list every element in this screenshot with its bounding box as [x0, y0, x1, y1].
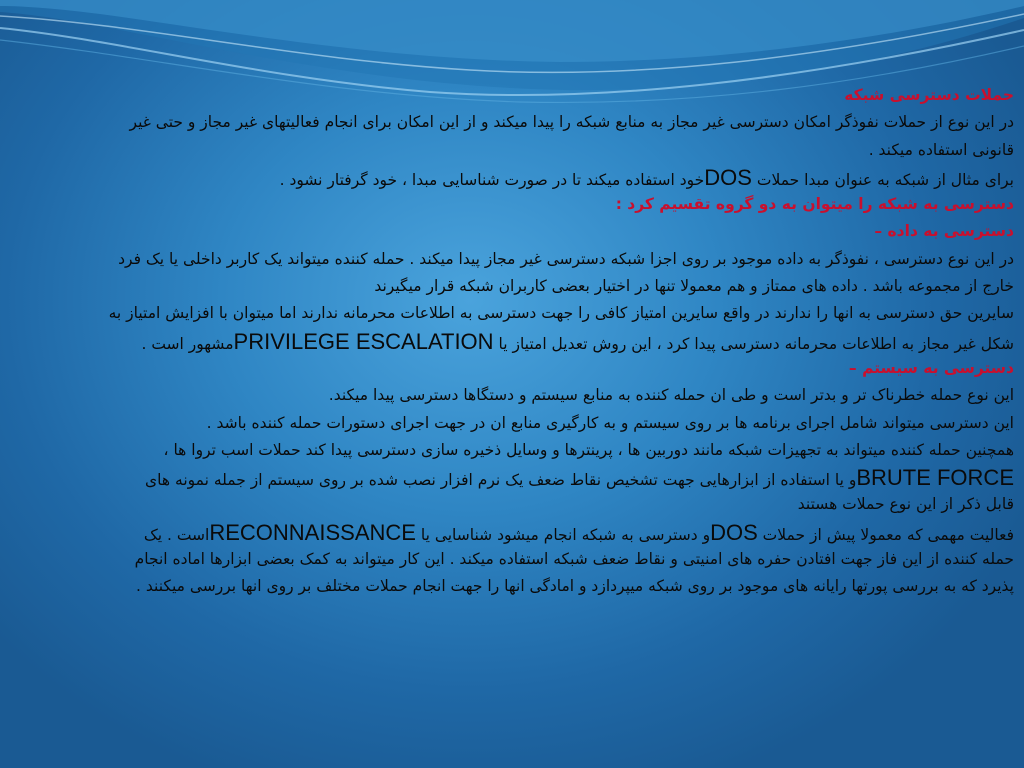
text-run: است . یک — [143, 525, 210, 544]
paragraph-line: قابل ذکر از این نوع حملات هستند — [797, 495, 1014, 514]
text-run: مشهور است . — [141, 334, 234, 353]
heading-network-access: حملات دسترسی شبکه — [844, 86, 1014, 104]
paragraph-line: حمله کننده از این فاز جهت افتادن حفره های امنیتی و نقاط ضعف شبکه استفاده میکند . این کار میتواند به کمک بعضی ابزارها اماده انجام — [134, 550, 1014, 569]
text-run: و دسترسی به شبکه انجام میشود شناسایی یا — [415, 525, 711, 544]
term-reconnaissance: RECONNAISSANCE — [209, 519, 416, 545]
text-run: خود استفاده میکند تا در صورت شناسایی مبدا ، خود گرفتار نشود . — [279, 170, 705, 189]
heading-data-access: دسترسی به داده – — [874, 222, 1014, 241]
paragraph-line: همچنین حمله کننده میتواند به تجهیزات شبکه مانند دوربین ها ، پرینترها و وسایل ذخیره سازی دسترسی پیدا کند حملات اسب تروا ها ، — [163, 440, 1014, 459]
paragraph-line — [10, 519, 1014, 546]
text-run: فعالیت مهمی که معمولا پیش از حملات — [757, 525, 1014, 544]
term-privilege-escalation: PRIVILEGE ESCALATION — [233, 328, 494, 354]
paragraph-line: سایرین حق دسترسی به انها را ندارند در واقع سایرین امتیاز کافی را جهت دسترسی به اطلاعات محرمانه ندارند اما میتوان با افزایش امتیاز به — [108, 304, 1014, 323]
paragraph-line — [10, 164, 1014, 191]
paragraph-line — [10, 328, 1014, 355]
heading-system-access: دسترسی به سیستم – — [848, 358, 1014, 377]
term-dos: DOS — [710, 519, 758, 545]
text-run: و یا استفاده از ابزارهایی جهت تشخیص نقاط ضعف یک نرم افزار نصب شده بر روی سیستم از جمله نمونه های — [145, 471, 857, 490]
paragraph-line — [10, 464, 1014, 491]
paragraph-line: پذیرد که به بررسی پورتها رایانه های موجود بر روی شبکه میپردازد و امادگی انها را جهت انجام حملات مختلف بر روی انها بررسی میکنند . — [136, 577, 1014, 596]
paragraph-line: این نوع حمله خطرناک تر و بدتر است و طی ان حمله کننده به منابع سیستم و دستگاها دسترسی پیدا میکند. — [328, 386, 1014, 405]
slide-body — [10, 82, 1014, 601]
term-brute-force: BRUTE FORCE — [856, 465, 1014, 491]
paragraph-line: خارج از مجموعه باشد . داده های ممتاز و هم معمولا تنها در اختیار بعضی کاربران شبکه قرار میگیرند — [374, 277, 1014, 296]
paragraph-line: در این نوع دسترسی ، نفوذگر به داده موجود بر روی اجزا شبکه دسترسی غیر مجاز پیدا میکند . حمله کننده میتواند یک کاربر داخلی یا یک فرد — [118, 249, 1014, 268]
text-run: برای مثال از شبکه به عنوان مبدا حملات — [751, 170, 1014, 189]
paragraph-line: این دسترسی میتواند شامل اجرای برنامه ها بر روی سیستم و به کارگیری منابع ان در جهت اجرای دستورات حمله کننده باشد . — [206, 413, 1014, 432]
heading-two-groups: دسترسی به شبکه را میتوان به دو گروه تقسیم کرد : — [615, 195, 1014, 214]
paragraph-line: قانونی استفاده میکند . — [868, 140, 1014, 159]
term-dos: DOS — [704, 164, 752, 190]
paragraph-line: در این نوع از حملات نفوذگر امکان دسترسی غیر مجاز به منابع شبکه را پیدا میکند و از این امکان برای انجام فعالیتهای غیر مجاز و حتی غیر — [129, 113, 1014, 132]
text-run: شکل غیر مجاز به اطلاعات محرمانه دسترسی پیدا کرد ، این روش تعدیل امتیاز یا — [493, 334, 1014, 353]
